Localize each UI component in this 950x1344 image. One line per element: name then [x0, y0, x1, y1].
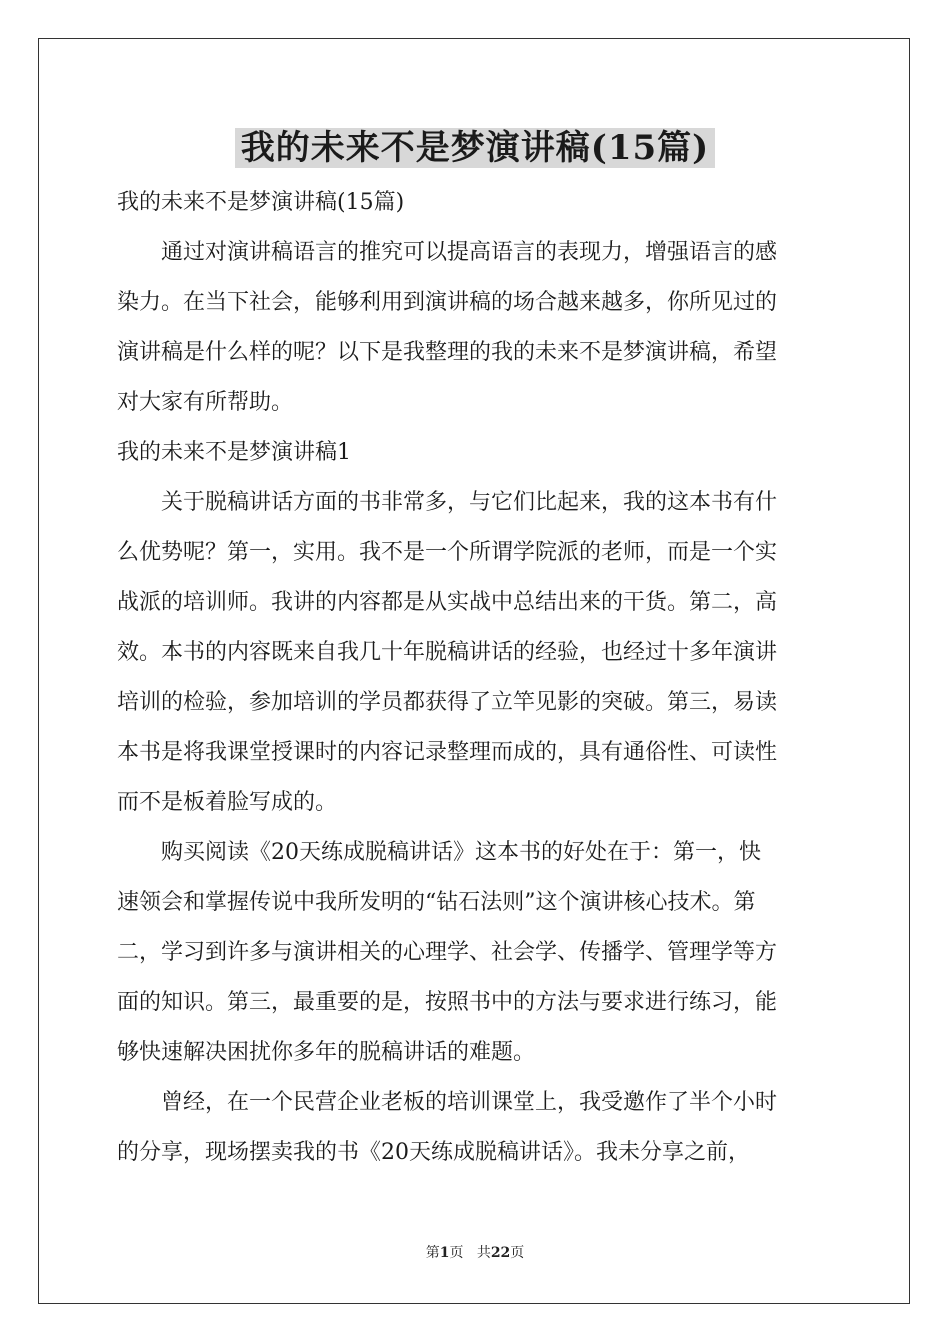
text-line: 通过对演讲稿语言的推究可以提高语言的表现力，增强语言的感	[161, 240, 778, 265]
page-prefix: 第	[425, 1245, 440, 1261]
text-line: 关于脱稿讲话方面的书非常多，与它们比起来，我的这本书有什	[161, 490, 778, 515]
page-number: 1	[439, 1245, 450, 1261]
intro-paragraph	[117, 228, 833, 428]
paragraph-2	[117, 828, 833, 1078]
document-subtitle: 我的未来不是梦演讲稿(15篇)	[117, 190, 405, 215]
text-line: 而不是板着脸写成的。	[117, 790, 338, 815]
text-line: 培训的检验，参加培训的学员都获得了立竿见影的突破。第三，易读	[117, 690, 778, 715]
page-footer	[0, 1243, 950, 1263]
text-line: 战派的培训师。我讲的内容都是从实战中总结出来的干货。第二，高	[117, 590, 778, 615]
document-body	[117, 178, 833, 1178]
page-suffix: 页	[449, 1245, 464, 1261]
section-heading: 我的未来不是梦演讲稿1	[117, 440, 351, 465]
total-prefix: 共	[476, 1245, 491, 1261]
total-pages: 22	[490, 1245, 511, 1261]
document-title-text: 我的未来不是梦演讲稿(15篇)	[235, 128, 716, 168]
text-line: 面的知识。第三，最重要的是，按照书中的方法与要求进行练习，能	[117, 990, 778, 1015]
text-line: 染力。在当下社会，能够利用到演讲稿的场合越来越多，你所见过的	[117, 290, 778, 315]
total-suffix: 页	[510, 1245, 525, 1261]
document-title	[0, 124, 950, 172]
text-line: 曾经，在一个民营企业老板的培训课堂上，我受邀作了半个小时	[161, 1090, 778, 1115]
text-line: 二，学习到许多与演讲相关的心理学、社会学、传播学、管理学等方	[117, 940, 778, 965]
text-line: 够快速解决困扰你多年的脱稿讲话的难题。	[117, 1040, 536, 1065]
paragraph-1	[117, 478, 833, 828]
text-line: 演讲稿是什么样的呢？以下是我整理的我的未来不是梦演讲稿，希望	[117, 340, 778, 365]
paragraph-3	[117, 1078, 833, 1178]
text-line: 购买阅读《20天练成脱稿讲话》这本书的好处在于：第一，快	[161, 840, 761, 865]
text-line: 本书是将我课堂授课时的内容记录整理而成的，具有通俗性、可读性	[117, 740, 778, 765]
text-line: 对大家有所帮助。	[117, 390, 294, 415]
text-line: 速领会和掌握传说中我所发明的“钻石法则”这个演讲核心技术。第	[117, 890, 756, 915]
text-line: 么优势呢？第一，实用。我不是一个所谓学院派的老师，而是一个实	[117, 540, 778, 565]
text-line: 效。本书的内容既来自我几十年脱稿讲话的经验，也经过十多年演讲	[117, 640, 778, 665]
text-line: 的分享，现场摆卖我的书《20天练成脱稿讲话》。我未分享之前，	[117, 1140, 750, 1165]
